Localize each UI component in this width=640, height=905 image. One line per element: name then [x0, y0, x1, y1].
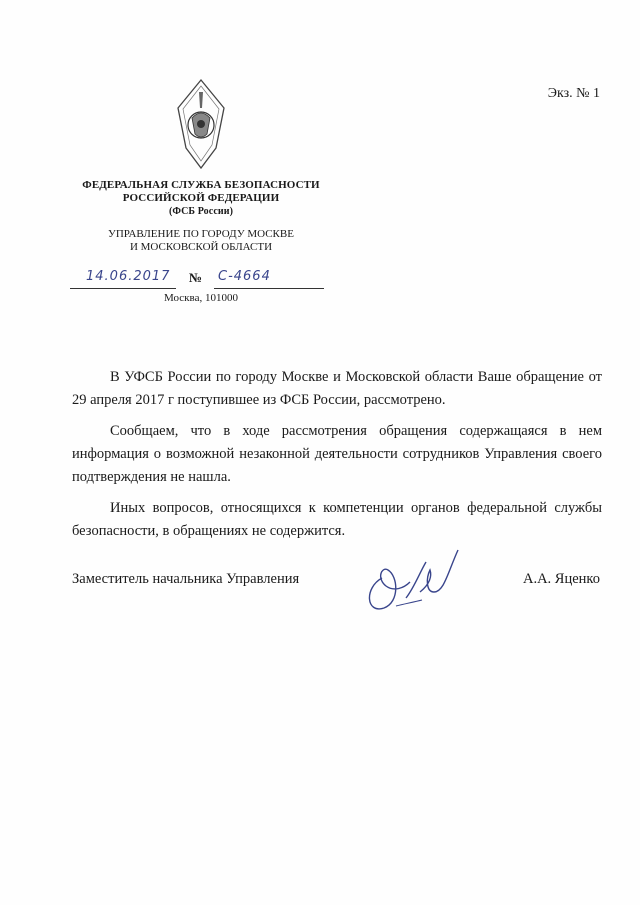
paragraph-1-text: В УФСБ России по городу Москве и Московской области Ваше обращение от 29 апреля 2017 г поступившее из ФСБ России, рассмотрено. [72, 369, 602, 408]
org-line-1: ФЕДЕРАЛЬНАЯ СЛУЖБА БЕЗОПАСНОСТИ [82, 179, 320, 191]
dept-line-1: УПРАВЛЕНИЕ ПО ГОРОДУ МОСКВЕ [108, 228, 294, 240]
paragraph-3-text: Иных вопросов, относящихся к компетенции органов федеральной службы безопасности, в обращениях не содержится. [72, 500, 602, 539]
org-short-name: (ФСБ России) [168, 206, 234, 217]
paragraph-2-text: Сообщаем, что в ходе рассмотрения обращения содержащаяся в нем информация о возможной незаконной деятельности сотрудников Управления своего подтверждения не нашла. [72, 423, 602, 485]
paragraph-3 [72, 497, 602, 543]
department-header [60, 228, 342, 254]
handwritten-signature [360, 548, 460, 620]
org-line-2: РОССИЙСКОЙ ФЕДЕРАЦИИ [122, 192, 280, 204]
registration-number: С-4664 [218, 269, 271, 284]
registration-date: 14.06.2017 [86, 269, 171, 284]
paragraph-1 [72, 366, 602, 412]
copy-number: Экз. № 1 [547, 86, 600, 101]
signer-position: Заместитель начальника Управления [72, 571, 300, 587]
dept-line-2: И МОСКОВСКОЙ ОБЛАСТИ [129, 241, 273, 253]
signer-name: А.А. Яценко [522, 571, 600, 587]
city-address: Москва, 101000 [164, 292, 238, 304]
registration-number-sign: № [189, 270, 203, 285]
organization-header [60, 179, 342, 218]
fsb-emblem-icon [172, 78, 230, 170]
registration-number-line [214, 269, 324, 289]
registration-date-line [70, 269, 176, 289]
paragraph-2 [72, 420, 602, 489]
